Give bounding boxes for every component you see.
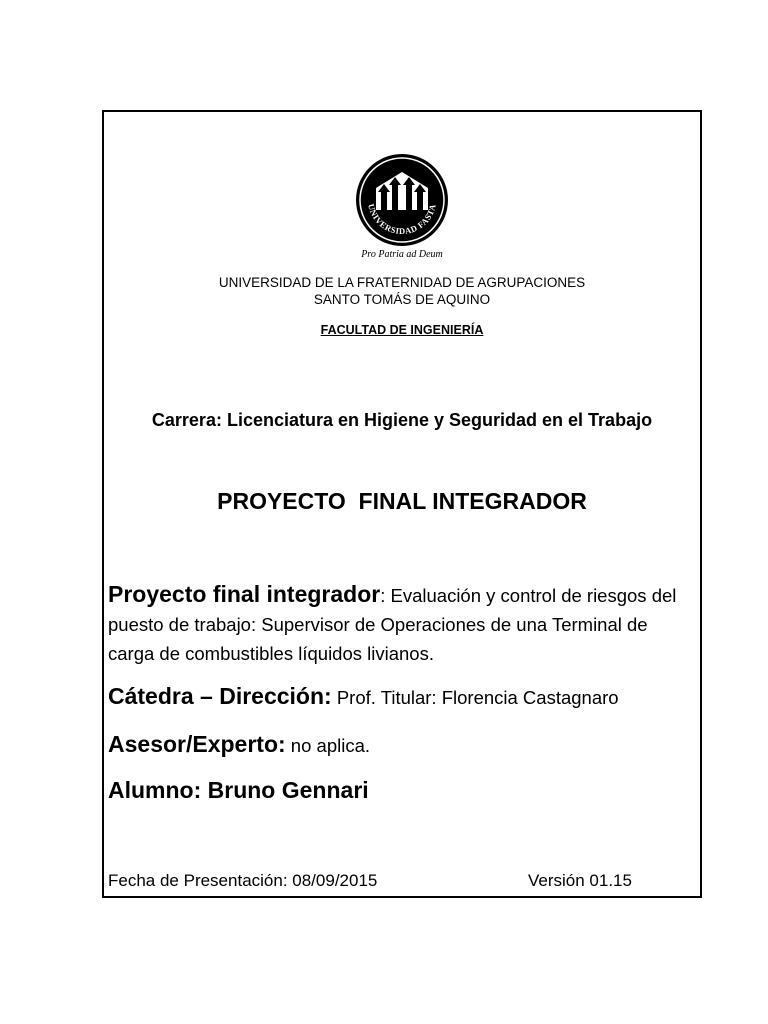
document-main-title: PROYECTO FINAL INTEGRADOR — [217, 488, 587, 514]
faculty-name — [104, 323, 700, 337]
career-title: Carrera: Licenciatura en Higiene y Seguridad en el Trabajo — [151, 410, 653, 430]
project-description — [108, 580, 698, 668]
cover-frame — [102, 110, 702, 898]
presentation-date: Fecha de Presentación: 08/09/2015 — [108, 871, 378, 890]
asesor-label: Asesor/Experto: — [108, 731, 286, 757]
alumno-row: Alumno: Bruno Gennari — [108, 777, 369, 803]
catedra-row — [108, 683, 619, 710]
university-name-line1: UNIVERSIDAD DE LA FRATERNIDAD DE AGRUPACIONES — [218, 275, 586, 290]
catedra-label: Cátedra – Dirección: — [108, 683, 332, 709]
university-motto: Pro Patria ad Deum — [361, 249, 443, 260]
faculty-name-text: FACULTAD DE INGENIERÍA — [320, 323, 484, 337]
project-label: Proyecto final integrador — [108, 581, 381, 607]
asesor-row — [108, 731, 370, 758]
asesor-value: no aplica. — [285, 735, 371, 756]
seal-ring-text: UNIVERSIDAD FASTA — [366, 202, 438, 237]
university-logo — [354, 152, 450, 248]
document-version: Versión 01.15 — [528, 871, 632, 890]
university-name-line2: SANTO TOMÁS DE AQUINO — [313, 292, 491, 307]
university-seal-icon — [354, 152, 450, 248]
catedra-value: Prof. Titular: Florencia Castagnaro — [331, 687, 619, 708]
project-value: : Evaluación y control de riesgos del puesto de trabajo: Supervisor de Operaciones de una Terminal de carga de combustibles líquidos livianos. — [108, 585, 677, 664]
